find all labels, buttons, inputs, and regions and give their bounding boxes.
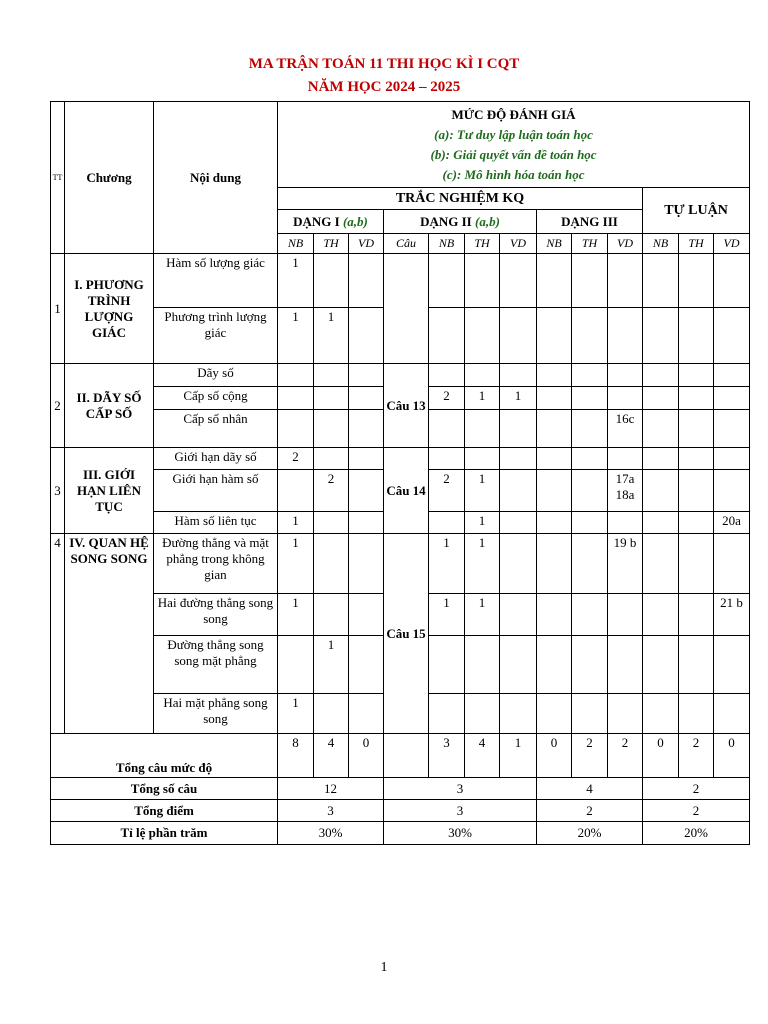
cell: 30%	[384, 822, 537, 845]
cell: 1	[465, 470, 500, 512]
cell: 1	[314, 308, 349, 364]
cell	[679, 308, 714, 364]
cell: 2	[572, 734, 608, 778]
cell: 16c	[608, 410, 643, 448]
cell	[714, 387, 750, 410]
cell	[349, 387, 384, 410]
cell: 0	[349, 734, 384, 778]
cell	[572, 470, 608, 512]
cell	[465, 448, 500, 470]
cell	[314, 364, 349, 387]
cell	[500, 534, 537, 594]
header-dang-2: DẠNG II (a,b)	[384, 210, 537, 234]
cell: 12	[278, 778, 384, 800]
cell	[429, 254, 465, 308]
cell	[500, 448, 537, 470]
cell	[349, 364, 384, 387]
cell	[349, 308, 384, 364]
document-title: MA TRẬN TOÁN 11 THI HỌC KÌ I CQT	[248, 56, 520, 72]
cell	[608, 636, 643, 694]
level-cau: Câu	[384, 234, 429, 254]
cell	[714, 254, 750, 308]
cell	[679, 512, 714, 534]
chapter-name: III. GIỚI HẠN LIÊN TỤC	[65, 448, 154, 534]
content-cell: Đường thẳng song song mặt phẳng	[154, 636, 278, 694]
cell: 20%	[537, 822, 643, 845]
criterion-c: (c): Mô hình hóa toán học	[442, 166, 585, 182]
content-cell: Giới hạn hàm số	[154, 470, 278, 512]
level-th: TH	[314, 234, 349, 254]
cell: 2	[643, 778, 750, 800]
cell	[643, 308, 679, 364]
total-level-label: Tổng câu mức độ	[51, 734, 278, 778]
content-cell: Phương trình lượng giác	[154, 308, 278, 364]
muc-do-title: MỨC ĐỘ ĐÁNH GIÁ	[451, 106, 576, 122]
cell	[679, 534, 714, 594]
cell	[679, 254, 714, 308]
page-number: 1	[380, 960, 388, 975]
cau-cell: Câu 13	[384, 364, 429, 448]
total-points-label: Tổng điểm	[51, 800, 278, 822]
chapter-tt: 1	[51, 254, 65, 364]
cell	[643, 594, 679, 636]
chapter-name: IV. QUAN HỆ SONG SONG	[65, 534, 154, 734]
cell	[714, 694, 750, 734]
cell	[679, 448, 714, 470]
percentage-label: Tỉ lệ phần trăm	[51, 822, 278, 845]
cell	[465, 636, 500, 694]
cell	[643, 636, 679, 694]
cell: 20a	[714, 512, 750, 534]
total-questions-row	[51, 778, 750, 800]
cell	[349, 636, 384, 694]
cell	[500, 512, 537, 534]
cell	[643, 410, 679, 448]
header-dang-1: DẠNG I (a,b)	[278, 210, 384, 234]
table-row	[51, 448, 750, 470]
content-cell: Hai đường thẳng song song	[154, 594, 278, 636]
cell	[537, 636, 572, 694]
cell	[314, 534, 349, 594]
cell	[537, 470, 572, 512]
cell	[537, 410, 572, 448]
cell	[278, 387, 314, 410]
cell: 17a 18a	[608, 470, 643, 512]
cell	[314, 694, 349, 734]
cell: 4	[465, 734, 500, 778]
cell	[349, 254, 384, 308]
cell	[679, 410, 714, 448]
cell	[278, 636, 314, 694]
school-year: NĂM HỌC 2024 – 2025	[307, 79, 461, 95]
header-muc-do	[278, 102, 750, 188]
cell	[349, 594, 384, 636]
cell	[572, 387, 608, 410]
cell	[429, 636, 465, 694]
cell: 8	[278, 734, 314, 778]
total-questions-label: Tổng số câu	[51, 778, 278, 800]
level-nb: NB	[537, 234, 572, 254]
content-cell: Dãy số	[154, 364, 278, 387]
level-vd: VD	[349, 234, 384, 254]
cell: 2	[429, 470, 465, 512]
cell	[500, 694, 537, 734]
chapter-tt: 4	[51, 534, 65, 734]
cell	[679, 470, 714, 512]
cell	[608, 364, 643, 387]
cell	[643, 470, 679, 512]
cell	[314, 594, 349, 636]
level-th: TH	[465, 234, 500, 254]
level-nb: NB	[429, 234, 465, 254]
cell	[572, 512, 608, 534]
cell	[314, 410, 349, 448]
cell	[429, 512, 465, 534]
cell	[314, 387, 349, 410]
cell	[349, 512, 384, 534]
cell	[500, 594, 537, 636]
cell	[572, 448, 608, 470]
cell	[679, 387, 714, 410]
cell	[643, 534, 679, 594]
cell	[714, 534, 750, 594]
cell	[314, 254, 349, 308]
cell	[537, 534, 572, 594]
cell	[537, 694, 572, 734]
cell: 2	[278, 448, 314, 470]
total-points-row	[51, 800, 750, 822]
cell	[643, 448, 679, 470]
cell: 2	[537, 800, 643, 822]
cell	[714, 636, 750, 694]
cell	[608, 594, 643, 636]
cell	[679, 594, 714, 636]
cell	[465, 308, 500, 364]
header-noi-dung: Nội dung	[154, 102, 278, 254]
table-row	[51, 254, 750, 308]
chapter-name: II. DÃY SỐ CẤP SỐ	[65, 364, 154, 448]
header-tt: TT	[51, 102, 65, 254]
cell	[643, 694, 679, 734]
cell	[537, 308, 572, 364]
cell: 1	[278, 254, 314, 308]
chapter-name: I. PHƯƠNG TRÌNH LƯỢNG GIÁC	[65, 254, 154, 364]
cell	[572, 636, 608, 694]
cell	[679, 364, 714, 387]
cell: 1	[429, 534, 465, 594]
cell: 2	[679, 734, 714, 778]
cell: 20%	[643, 822, 750, 845]
cell	[278, 470, 314, 512]
cell: 19 b	[608, 534, 643, 594]
cell	[608, 308, 643, 364]
content-cell: Hàm số lượng giác	[154, 254, 278, 308]
cell	[714, 364, 750, 387]
cell: 2	[429, 387, 465, 410]
level-vd: VD	[500, 234, 537, 254]
criterion-a: (a): Tư duy lập luận toán học	[434, 126, 593, 142]
cell: 3	[384, 800, 537, 822]
cell: 3	[278, 800, 384, 822]
chapter-tt: 3	[51, 448, 65, 534]
cell	[572, 410, 608, 448]
cell	[429, 448, 465, 470]
table-row	[51, 364, 750, 387]
total-level-row	[51, 734, 750, 778]
cell	[500, 410, 537, 448]
content-cell: Đường thẳng và mặt phẳng trong không gian	[154, 534, 278, 594]
cell	[608, 254, 643, 308]
level-vd: VD	[608, 234, 643, 254]
cell	[714, 470, 750, 512]
cell	[572, 308, 608, 364]
cell	[572, 694, 608, 734]
cell	[714, 308, 750, 364]
assessment-matrix-table	[50, 101, 750, 845]
cell: 1	[429, 594, 465, 636]
cell: 1	[465, 387, 500, 410]
cell: 4	[537, 778, 643, 800]
cell	[572, 594, 608, 636]
cell: 0	[643, 734, 679, 778]
header-tu-luan: TỰ LUẬN	[643, 188, 750, 234]
cell: 0	[714, 734, 750, 778]
cell	[500, 254, 537, 308]
cell	[714, 448, 750, 470]
level-nb: NB	[643, 234, 679, 254]
header-trac-nghiem: TRẮC NGHIỆM KQ	[278, 188, 643, 210]
chapter-tt: 2	[51, 364, 65, 448]
cell: 1	[465, 534, 500, 594]
cell	[314, 448, 349, 470]
cell	[314, 512, 349, 534]
cell: 1	[465, 512, 500, 534]
cell	[349, 410, 384, 448]
cell	[384, 734, 429, 778]
cell	[608, 387, 643, 410]
cell	[608, 694, 643, 734]
cell	[278, 364, 314, 387]
cell	[643, 364, 679, 387]
cell	[643, 254, 679, 308]
cell: 2	[643, 800, 750, 822]
cell	[429, 694, 465, 734]
cell	[537, 387, 572, 410]
content-cell: Cấp số nhân	[154, 410, 278, 448]
cell	[465, 364, 500, 387]
cell	[349, 470, 384, 512]
cell: 4	[314, 734, 349, 778]
cell	[278, 410, 314, 448]
cell	[537, 254, 572, 308]
cell: 1	[278, 534, 314, 594]
header-dang-3: DẠNG III	[537, 210, 643, 234]
cell: 1	[500, 734, 537, 778]
cell: 3	[384, 778, 537, 800]
level-th: TH	[572, 234, 608, 254]
cell	[537, 594, 572, 636]
cell	[500, 636, 537, 694]
cell: 1	[278, 512, 314, 534]
cell	[679, 636, 714, 694]
cau-cell: Câu 15	[384, 534, 429, 734]
cell	[465, 694, 500, 734]
table-row	[51, 534, 750, 594]
cell: 30%	[278, 822, 384, 845]
cell: 0	[537, 734, 572, 778]
content-cell: Hai mặt phẳng song song	[154, 694, 278, 734]
cell: 1	[278, 594, 314, 636]
cell	[572, 364, 608, 387]
level-nb: NB	[278, 234, 314, 254]
cell	[465, 410, 500, 448]
cell: 2	[314, 470, 349, 512]
cell: 1	[278, 694, 314, 734]
cell	[429, 308, 465, 364]
cell	[349, 694, 384, 734]
header-chuong: Chương	[65, 102, 154, 254]
cell	[537, 364, 572, 387]
cell	[429, 364, 465, 387]
cell: 1	[500, 387, 537, 410]
cell: 21 b	[714, 594, 750, 636]
cell	[608, 448, 643, 470]
cell	[537, 512, 572, 534]
cell	[608, 512, 643, 534]
percentage-row	[51, 822, 750, 845]
cell: 3	[429, 734, 465, 778]
cell	[465, 254, 500, 308]
cell	[500, 364, 537, 387]
cell	[643, 512, 679, 534]
content-cell: Giới hạn dãy số	[154, 448, 278, 470]
level-th: TH	[679, 234, 714, 254]
cell	[500, 308, 537, 364]
cell	[537, 448, 572, 470]
cau-cell: Câu 14	[384, 448, 429, 534]
content-cell: Hàm số liên tục	[154, 512, 278, 534]
cau-cell	[384, 254, 429, 364]
cell	[643, 387, 679, 410]
cell	[572, 534, 608, 594]
level-vd: VD	[714, 234, 750, 254]
cell: 1	[465, 594, 500, 636]
cell	[349, 448, 384, 470]
cell	[500, 470, 537, 512]
cell	[429, 410, 465, 448]
content-cell: Cấp số cộng	[154, 387, 278, 410]
cell	[572, 254, 608, 308]
cell	[349, 534, 384, 594]
criterion-b: (b): Giải quyết vấn đề toán học	[430, 146, 597, 162]
cell: 1	[314, 636, 349, 694]
cell: 1	[278, 308, 314, 364]
cell	[679, 694, 714, 734]
cell: 2	[608, 734, 643, 778]
cell	[714, 410, 750, 448]
